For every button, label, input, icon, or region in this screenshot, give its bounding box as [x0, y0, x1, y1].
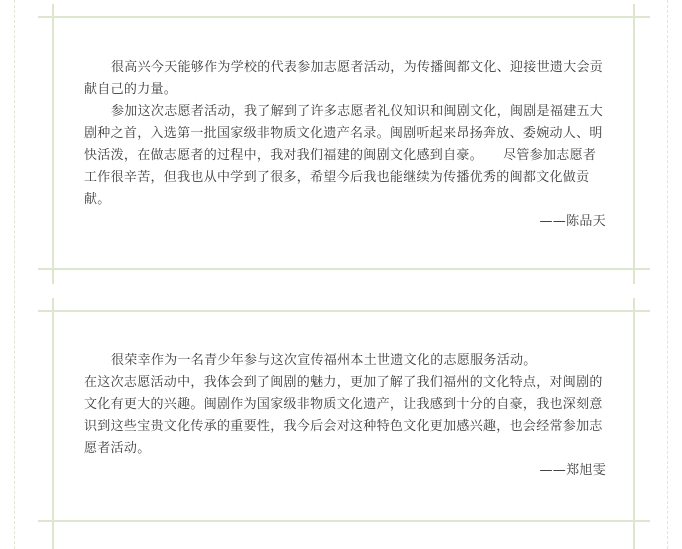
card-2-paragraph-1: 很荣幸作为一名青少年参与这次宣传福州本土世遗文化的志愿服务活动。 [111, 353, 537, 368]
card-2-paragraph-2: 在这次志愿活动中，我体会到了闽剧的魅力，更加了解了我们福州的文化特点，对闽剧的文化有更大的兴趣。闽剧作为国家级非物质文化遗产，让我感到十分的自豪，我也深刻意识到这些宝贵文化传承的重要性，我今后会对这种特色文化更加感兴趣，也会经常参加志愿者活动。 [84, 375, 603, 456]
card-2-left-border [52, 298, 54, 549]
card-1-text [84, 57, 606, 233]
card-2-bottom-border [38, 520, 650, 522]
card-2-signature: ——郑旭雯 [539, 463, 606, 478]
card-1-bottom-border [38, 268, 650, 270]
card-1-signature: ——陈品天 [539, 214, 606, 229]
card-1-right-border [633, 4, 635, 284]
card-1-top-border [38, 16, 650, 18]
card-2-top-border [38, 310, 650, 312]
card-2-text [84, 350, 606, 482]
testimonial-card-2 [0, 296, 682, 549]
card-2-right-border [633, 298, 635, 549]
card-1-paragraph-1: 很高兴今天能够作为学校的代表参加志愿者活动，为传播闽都文化、迎接世遗大会贡献自己的力量。 [84, 60, 604, 97]
card-1-left-border [52, 4, 54, 284]
card-1-paragraph-2: 参加这次志愿者活动，我了解到了许多志愿者礼仪知识和闽剧文化，闽剧是福建五大剧种之首，入选第一批国家级非物质文化遗产名录。闽剧听起来昂扬奔放、委婉动人、明快活泼，在做志愿者的过程中，我对我们福建的闽剧文化感到自豪。 尽管参加志愿者工作很辛苦，但我也从中学到了很多，希望今后我也能继续为传播优秀的闽都文化做贡献。 [84, 104, 604, 207]
